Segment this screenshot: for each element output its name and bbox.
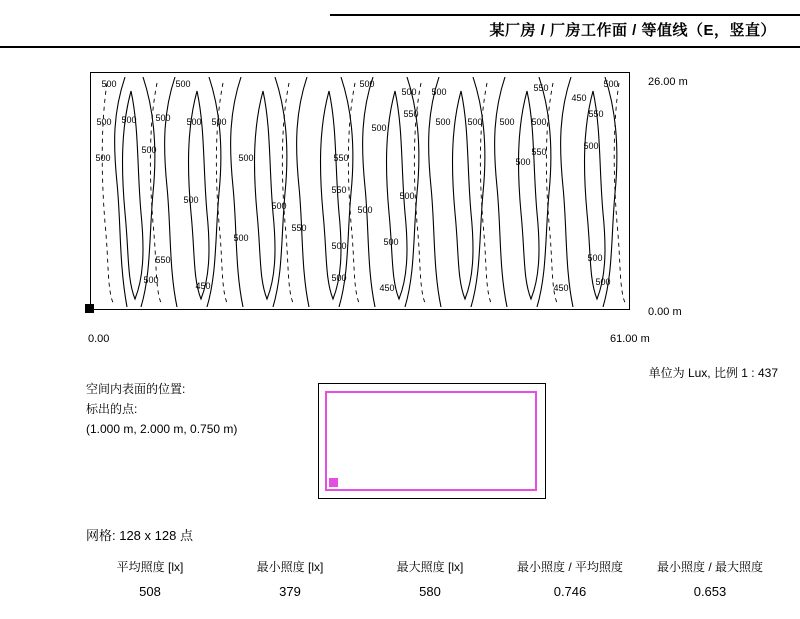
svg-text:500: 500 bbox=[401, 87, 417, 97]
svg-text:500: 500 bbox=[371, 123, 387, 133]
room-sketch-point-marker bbox=[329, 478, 338, 487]
contour-lines-svg bbox=[91, 73, 630, 310]
page-header bbox=[0, 14, 800, 48]
stats-table bbox=[80, 558, 780, 599]
svg-text:500: 500 bbox=[531, 117, 547, 127]
svg-text:500: 500 bbox=[271, 201, 287, 211]
svg-text:500: 500 bbox=[121, 115, 137, 125]
svg-text:500: 500 bbox=[431, 87, 447, 97]
svg-text:500: 500 bbox=[95, 153, 111, 163]
svg-text:450: 450 bbox=[195, 281, 211, 291]
axis-label-x-max: 61.00 m bbox=[610, 333, 650, 345]
svg-text:500: 500 bbox=[515, 157, 531, 167]
stat-header: 平均照度 [lx] bbox=[116, 560, 184, 574]
axis-label-bottom-left: 0.00 bbox=[88, 333, 110, 345]
svg-text:500: 500 bbox=[603, 79, 619, 89]
svg-text:500: 500 bbox=[238, 153, 254, 163]
svg-text:500: 500 bbox=[233, 233, 249, 243]
position-point-value: (1.000 m, 2.000 m, 0.750 m) bbox=[86, 422, 238, 436]
axis-label-top-right: 26.00 m bbox=[648, 76, 688, 88]
svg-text:550: 550 bbox=[588, 109, 604, 119]
stat-header: 最小照度 / 平均照度 bbox=[516, 560, 623, 574]
svg-text:500: 500 bbox=[331, 273, 347, 283]
svg-text:500: 500 bbox=[141, 145, 157, 155]
svg-text:550: 550 bbox=[533, 83, 549, 93]
grid-note: 网格: 128 x 128 点 bbox=[86, 528, 193, 543]
header-rule-bottom bbox=[0, 46, 800, 48]
contour-plot-frame bbox=[90, 72, 630, 310]
svg-text:500: 500 bbox=[383, 237, 399, 247]
svg-text:500: 500 bbox=[183, 195, 199, 205]
svg-text:550: 550 bbox=[291, 223, 307, 233]
svg-text:450: 450 bbox=[553, 283, 569, 293]
position-surface-label: 空间内表面的位置: bbox=[86, 382, 186, 396]
page-title: 某厂房 / 厂房工作面 / 等值线（E，竖直） bbox=[489, 22, 776, 39]
svg-text:500: 500 bbox=[175, 79, 191, 89]
unit-scale-note: 单位为 Lux, 比例 1 : 437 bbox=[648, 366, 778, 380]
svg-text:550: 550 bbox=[403, 109, 419, 119]
svg-text:550: 550 bbox=[155, 255, 171, 265]
stat-value: 508 bbox=[139, 584, 161, 599]
svg-text:500: 500 bbox=[186, 117, 202, 127]
position-point-label: 标出的点: bbox=[86, 402, 138, 416]
stat-column-min bbox=[220, 558, 360, 599]
svg-text:500: 500 bbox=[101, 79, 117, 89]
room-sketch bbox=[318, 383, 546, 499]
stat-value: 580 bbox=[419, 584, 441, 599]
svg-text:500: 500 bbox=[143, 275, 159, 285]
header-rule-top bbox=[330, 14, 800, 16]
axis-label-bottom-right: 0.00 m bbox=[648, 306, 682, 318]
svg-text:500: 500 bbox=[359, 79, 375, 89]
stat-column-average bbox=[80, 558, 220, 599]
stat-column-min-over-max bbox=[640, 558, 780, 599]
stat-header: 最小照度 / 最大照度 bbox=[656, 560, 763, 574]
position-info bbox=[86, 379, 237, 439]
svg-text:500: 500 bbox=[595, 277, 611, 287]
svg-text:500: 500 bbox=[331, 241, 347, 251]
svg-text:500: 500 bbox=[155, 113, 171, 123]
svg-text:500: 500 bbox=[587, 253, 603, 263]
stat-column-max bbox=[360, 558, 500, 599]
svg-text:500: 500 bbox=[357, 205, 373, 215]
svg-text:500: 500 bbox=[211, 117, 227, 127]
svg-text:550: 550 bbox=[333, 153, 349, 163]
stat-value: 0.653 bbox=[693, 584, 727, 599]
origin-marker bbox=[85, 304, 94, 313]
stat-header: 最大照度 [lx] bbox=[396, 560, 464, 574]
svg-text:450: 450 bbox=[379, 283, 395, 293]
svg-text:550: 550 bbox=[531, 147, 547, 157]
svg-text:500: 500 bbox=[435, 117, 451, 127]
svg-text:500: 500 bbox=[399, 191, 415, 201]
svg-text:450: 450 bbox=[571, 93, 587, 103]
svg-text:500: 500 bbox=[583, 141, 599, 151]
stat-column-min-over-avg bbox=[500, 558, 640, 599]
stat-value: 379 bbox=[279, 584, 301, 599]
contour-plot bbox=[90, 72, 630, 310]
svg-text:500: 500 bbox=[96, 117, 112, 127]
svg-text:550: 550 bbox=[331, 185, 347, 195]
stat-value: 0.746 bbox=[553, 584, 587, 599]
stat-header: 最小照度 [lx] bbox=[256, 560, 324, 574]
svg-text:500: 500 bbox=[499, 117, 515, 127]
svg-text:500: 500 bbox=[467, 117, 483, 127]
room-sketch-outline bbox=[325, 391, 537, 491]
